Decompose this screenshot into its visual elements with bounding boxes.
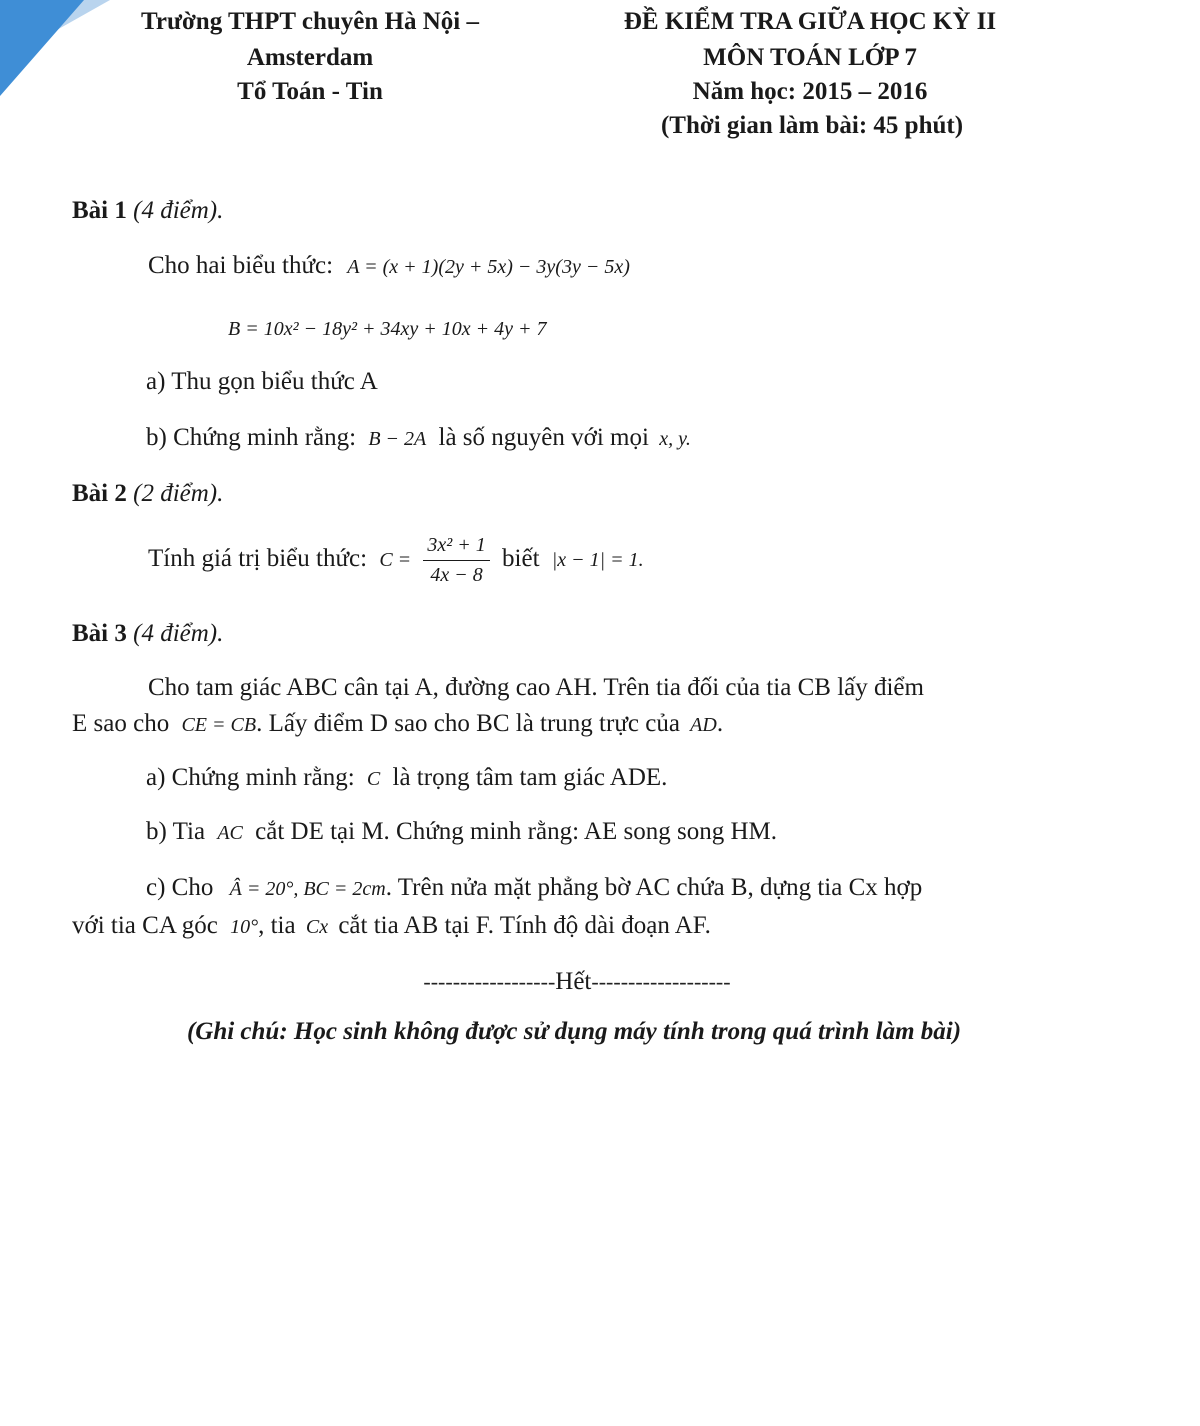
problem-3-line2-math: CE = CB [181, 714, 257, 736]
school-name-line2: Amsterdam [246, 44, 374, 71]
exam-duration: (Thời gian làm bài: 45 phút) [660, 112, 964, 139]
problem-1-part-a: a) Thu gọn biểu thức A [146, 368, 378, 395]
problem-3-line1: Cho tam giác ABC cân tại A, đường cao AH. Trên tia đối của tia CB lấy điểm [148, 674, 924, 701]
given-word: biết [502, 545, 540, 573]
problem-3-part-b-pre: b) Tia [146, 818, 206, 845]
problem-3-line2-pre: E sao cho [72, 710, 170, 737]
problem-1-title: Bài 1 [72, 197, 127, 224]
fraction-c [423, 534, 489, 587]
problem-2-heading [72, 480, 223, 508]
problem-1-intro: Cho hai biểu thức: [148, 252, 334, 279]
end-dash-right: ------------------- [591, 969, 731, 994]
problem-3-part-a-math: C [366, 768, 381, 790]
problem-3-part-c [146, 874, 922, 902]
problem-3-part-b [146, 818, 777, 846]
problem-3-part-c-angle: 10° [230, 916, 259, 938]
problem-3-part-c-line2-post: cắt tia AB tại F. Tính độ dài đoạn AF. [338, 912, 711, 939]
problem-1-heading [72, 197, 223, 225]
condition-math: |x − 1| = 1. [551, 549, 644, 572]
school-name-line1: Trường THPT chuyên Hà Nội – [141, 8, 479, 35]
problem-3-line2 [72, 710, 723, 738]
exam-note: (Ghi chú: Học sinh không được sử dụng máy tính trong quá trình làm bài) [186, 1018, 962, 1045]
end-dash-left: ------------------ [423, 969, 556, 994]
department-name: Tổ Toán - Tin [237, 78, 383, 105]
problem-3-part-a-post: là trọng tâm tam giác ADE. [392, 764, 668, 791]
expression-b: B = 10x² − 18y² + 34xy + 10x + 4y + 7 [228, 318, 547, 340]
problem-3-title: Bài 3 [72, 620, 127, 647]
problem-3-part-c-line2 [72, 912, 711, 940]
problem-1-part-b-post: là số nguyên với mọi [438, 424, 649, 451]
fraction-denominator: 4x − 8 [430, 564, 483, 586]
problem-3-line2-mid: . Lấy điểm D sao cho BC là trung trực của [256, 710, 680, 737]
problem-2-intro: Tính giá trị biểu thức: [148, 545, 368, 573]
problem-1-part-b-pre: b) Chứng minh rằng: [146, 424, 357, 451]
exam-title: ĐỀ KIỂM TRA GIỮA HỌC KỲ II [623, 8, 997, 35]
problem-3-part-c-post: . Trên nửa mặt phẳng bờ AC chứa B, dựng tia Cx hợp [385, 874, 923, 901]
problem-3-line2-end: . [716, 710, 724, 737]
problem-3-part-a-pre: a) Chứng minh rằng: [146, 764, 355, 791]
problem-3-heading [72, 620, 223, 648]
problem-3-part-c-math: Â = 20°, BC = 2cm [229, 878, 386, 900]
problem-3-part-b-post: cắt DE tại M. Chứng minh rằng: AE song song HM. [255, 818, 777, 845]
problem-1-part-b-vars: x, y. [659, 428, 691, 450]
problem-2-line [148, 534, 644, 587]
problem-1-part-b-math: B − 2A [368, 428, 427, 450]
problem-1-intro-line [148, 252, 630, 280]
problem-3-line2-math2: AD [690, 714, 717, 736]
school-year: Năm học: 2015 – 2016 [692, 78, 928, 105]
problem-3-part-c-line2-pre: với tia CA góc [72, 912, 218, 939]
problem-3-part-c-cx: Cx [305, 916, 329, 938]
problem-2-title: Bài 2 [72, 480, 127, 507]
problem-2-points: (2 điểm). [133, 480, 224, 507]
problem-3-part-a [146, 764, 667, 792]
problem-3-part-b-math: AC [217, 822, 243, 844]
fraction-numerator: 3x² + 1 [423, 534, 489, 561]
corner-decoration [0, 0, 110, 110]
exam-subject: MÔN TOÁN LỚP 7 [703, 44, 917, 71]
end-word: Hết [555, 968, 592, 995]
problem-1-points: (4 điểm). [133, 197, 224, 224]
end-marker [423, 968, 730, 996]
problem-1-part-b [146, 424, 691, 452]
problem-3-points: (4 điểm). [133, 620, 224, 647]
problem-3-part-c-line2-mid: , tia [258, 912, 296, 939]
expression-a: A = (x + 1)(2y + 5x) − 3y(3y − 5x) [347, 256, 630, 278]
c-label: C = [379, 549, 412, 572]
problem-3-part-c-pre: c) Cho [146, 874, 214, 901]
